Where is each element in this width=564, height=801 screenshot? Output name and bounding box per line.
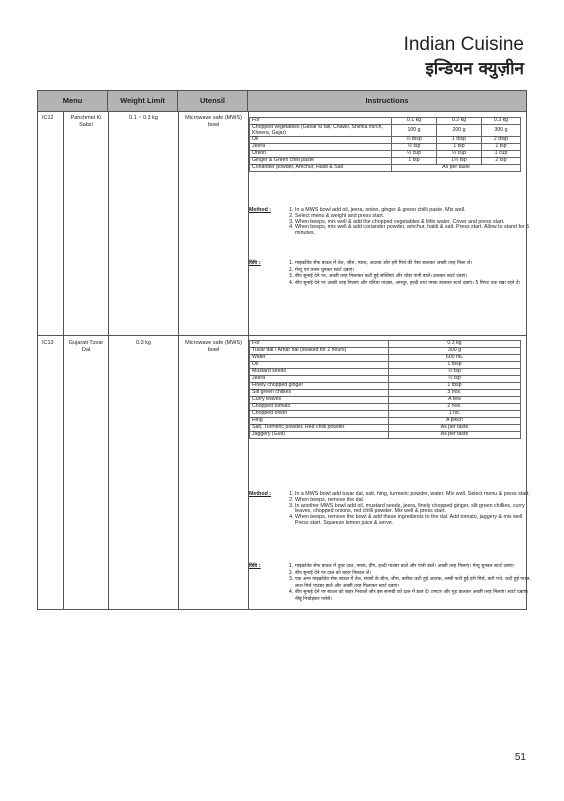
vidhi-steps [249,564,531,609]
method-label: Method : [249,207,272,213]
recipe-code: IC13 [42,340,54,346]
table-row: Chopped tomato 2 nos. [250,404,521,411]
table-row: Ginger & Green chilli paste 1 tsp 1½ tsp 2 tsp [250,158,521,165]
table-row: Oil 1 tbsp [250,362,521,369]
recipe-menu: Panchmel Ki Sabzi [70,115,102,128]
recipe-utensil: Microwave safe (MWS) bowl [185,340,242,353]
page-title-hindi: इन्डियन क्युज़ीन [425,59,524,79]
table-row: Finely chopped ginger 1 tbsp [250,383,521,390]
method-step: 1. In a MWS bowl add tuvar dal, salt, hing, turmeric powder, water. Mix well. Select menu & press start. [295,492,533,498]
recipe-code: IC12 [42,115,54,121]
table-row: Hing A pinch [250,418,521,425]
method-step: 2. When beeps, remove the dal. [295,498,533,504]
method-step: 2. Select menu & weight and press start. [295,214,533,220]
vidhi-step: 2. बीप सुनाई देने पर दाल को बाहर निकाल लें। [295,571,533,578]
vidhi-step: 4. बीप सुनाई देने पर अच्छी तरह मिलाएं और धनिया पाउडर, अमचूर, हल्दी तथा नमक डालकर स्टार्ट दबाएं। 5 मिनट तक रखा रहने दें। [295,281,533,288]
table-row: For 0.1 kg 0.2 kg 0.3 kg [250,118,521,125]
vidhi-label: विधि : [249,261,261,266]
vidhi-step: 1. माइक्रोवेव सेफ बाउल में तेल, जीरा, प्याज, अदरक और हरी मिर्च की पेस्ट डालकर अच्छी तरह मिला लें। [295,261,533,268]
recipe-table [37,90,531,610]
table-row: Curry leaves A few [250,397,521,404]
method-step: 3. In another MWS bowl add oil, mustard seeds, jeera, finely chopped ginger, slit green chillies, curry leaves, chopped onions, red chilli powder. Mix well & press start. [295,504,533,516]
method-label: Method : [249,491,272,497]
method-steps [249,207,530,238]
method-step: 4. When beeps, mix well & add coriander powder, amchur, haldi & salt. Press start. Allow to stand for 5 minutes. [295,225,533,237]
header-instructions: Instructions [365,96,409,105]
column-divider [63,111,64,609]
column-divider [178,111,179,609]
vidhi-step: 1. माइक्रोवेव सेफ बाउल में तुवर दाल, नमक, हींग, हल्दी पाउडर डालें और पानी डालें। अच्छी तरह मिलाएं। मेन्यू चुनकर स्टार्ट दबाएं। [295,564,533,571]
recipe-menu: Gujarati Tuvar Dal [68,340,104,353]
table-header [38,91,526,112]
row-divider [38,335,526,336]
vidhi-step: 3. एक अन्य माइक्रोवेव सेफ बाउल में तेल, सरसों के बीज, जीरा, बारीक कटी हुई अदरक, लम्बी फटी हुई हरी मिर्च, करी पत्ते, कटी हुई प्याज, लाल मिर्च पाउडर डालें और अच्छी तरह मिलाकर स्टार्ट दबाएं। [295,577,533,590]
ingredients-table [249,117,521,172]
vidhi-steps [249,261,524,301]
recipe-weight: 0.3 kg [136,340,151,346]
vidhi-step: 4. बीप सुनाई देने पर बाउल को बाहर निकालें और इस सामग्री को दाल में डाल दें। टमाटर और गुड़ डालकर अच्छी तरह मिलाएं। स्टार्ट दबाएं। नींबू निचोड़कर परोसें। [295,590,533,603]
page-title-english: Indian Cuisine [403,34,524,55]
table-row: Tuvar dal / Arhar dal (soaked for 2 hours) 300 g [250,348,521,355]
method-steps [249,491,530,542]
table-row: Onion ⅓ cup ½ cup 1 cup [250,151,521,158]
table-row: Jeera ½ tsp 1 tsp 1 tsp [250,144,521,151]
vidhi-step: 3. बीप सुनाई देने पर, अच्छी तरह मिलाकर कटी हुई सब्जियां और थोड़ा पानी डालें। ढककर स्टार्ट दबाएं। [295,274,533,281]
header-utensil: Utensil [178,91,248,111]
table-row: Chopped vegetables (Gavar ki fali, Chawli, Shimla mirch, Kheera, Gajar) 100 g 200 g 300 g [250,125,521,137]
header-weight-limit: Weight Limit [108,91,178,111]
recipe-weight: 0.1 ~ 0.3 kg [129,115,158,121]
header-menu: Menu [38,91,108,111]
method-step: 4. When beeps, remove the bowl & add these ingredients to the dal. Add tomato, jaggery & mix well. Press start. Squeeze lemon juice & serve. [295,515,533,527]
table-row: Water 600 mL [250,355,521,362]
table-row: Jaggery (Gud) As per taste [250,432,521,439]
vidhi-step: 2. मेन्यू एवं वजन चुनकर स्टार्ट दबाएं। [295,268,533,275]
method-step: 1. In a MWS bowl add oil, jeera, onion, ginger & green chilli paste. Mix well. [295,208,533,214]
vidhi-label: विधि : [249,564,261,569]
table-row: Coriander powder, Amchur, Haldi & Salt As per taste [250,165,521,172]
table-row: Mustard seeds ½ tsp [250,369,521,376]
page-number: 51 [514,752,526,763]
recipe-utensil: Microwave safe (MWS) bowl [185,115,242,128]
method-step: 3. When beeps, mix well & add the chopped vegetables & little water. Cover and press start. [295,220,533,226]
table-row: Salt, Turmeric powder, Red chilli powder As per taste [250,425,521,432]
table-row: Chopped onion 1 no. [250,411,521,418]
table-row: For 0.3 kg [250,341,521,348]
table-row: Oil ½ tbsp 1 tbsp 2 tbsp [250,137,521,144]
table-row: Slit green chillies 3 nos. [250,390,521,397]
table-row: Jeera ½ tsp [250,376,521,383]
ingredients-table [249,340,521,439]
column-divider [108,111,109,609]
